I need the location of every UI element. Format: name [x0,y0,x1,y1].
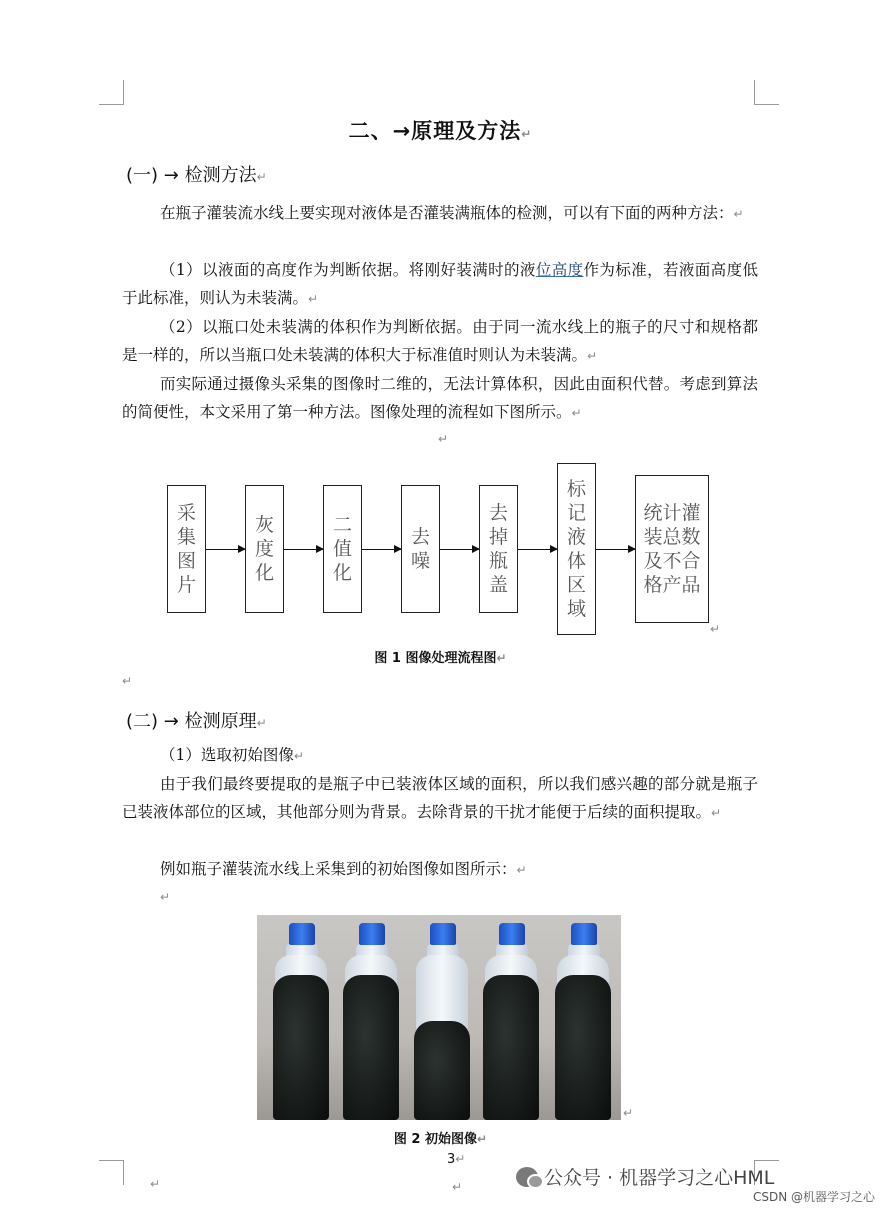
crop-mark-top-right [754,80,779,105]
paragraph-method-2: （2）以瓶口处未装满的体积作为判断依据。由于同一流水线上的瓶子的尺寸和规格都是一样的，所以当瓶口处未装满的体积大于标准值时则认为未装满。↵ [122,318,758,364]
paragraph-mark: ↵ [438,432,449,446]
wechat-icon [516,1167,538,1187]
flow-step-binarize: 二值化 [323,485,362,613]
bottles-photo [257,915,621,1120]
figure-1-caption: 图 1 图像处理流程图↵ [374,651,507,666]
figure-2-caption: 图 2 初始图像↵ [393,1132,488,1147]
underlined-term: 位高度 [535,261,584,279]
paragraph-method-1: （1）以液面的高度作为判断依据。将刚好装满时的液位高度作为标准，若液面高度低于此标准，则认为未装满。↵ [122,261,758,307]
paragraph-example: 例如瓶子灌装流水线上采集到的初始图像如图所示：↵ [160,860,527,878]
flow-step-capture: 采集图片 [167,485,206,613]
flow-arrow [284,549,323,550]
bottle-cap [430,923,456,945]
bottle-liquid [343,975,399,1120]
bottle [271,915,331,1120]
flow-arrow [206,549,245,550]
bottle-liquid [273,975,329,1120]
flow-arrow [362,549,401,550]
paragraph-select-image: （1）选取初始图像↵ [160,746,304,764]
bottle-cap [571,923,597,945]
subsection-heading-methods: (一) → 检测方法↵ [126,165,267,186]
flow-step-grayscale: 灰度化 [245,485,284,613]
section-title: 二、→原理及方法↵ [348,119,533,143]
bottle [341,915,401,1120]
bottle [481,915,541,1120]
paragraph-region-of-interest: 由于我们最终要提取的是瓶子中已装液体区域的面积，所以我们感兴趣的部分就是瓶子已装液体部位的区域，其他部分则为背景。去除背景的干扰才能便于后续的面积提取。↵ [122,775,758,821]
bottle-cap [289,923,315,945]
bottle-liquid [555,975,611,1120]
subsection-heading-principle: (二) → 检测原理↵ [126,711,267,732]
csdn-watermark: CSDN @机器学习之心 [752,1190,875,1204]
bottle [412,915,472,1120]
flow-arrow [518,549,557,550]
bottle-cap [499,923,525,945]
flow-step-mark-liquid: 标记液体区域 [557,463,596,635]
page-number: 3↵ [447,1152,466,1167]
bottle-liquid [414,1021,470,1120]
paragraph-intro: 在瓶子灌装流水线上要实现对液体是否灌装满瓶体的检测，可以有下面的两种方法：↵ [160,204,744,222]
wechat-watermark: 公众号 · 机器学习之心HML [516,1163,774,1190]
bottle [553,915,613,1120]
flow-arrow [440,549,479,550]
bottle-cap [359,923,385,945]
crop-mark-bottom-left [99,1160,124,1185]
bottle-liquid [483,975,539,1120]
flow-step-remove-cap: 去掉瓶盖 [479,485,518,613]
paragraph-method-choice: 而实际通过摄像头采集的图像时二维的，无法计算体积，因此由面积代替。考虑到算法的简便性，本文采用了第一种方法。图像处理的流程如下图所示。↵ [122,375,758,421]
crop-mark-top-left [99,80,124,105]
flow-arrow [596,549,635,550]
flow-step-denoise: 去噪 [401,485,440,613]
flow-step-count: 统计灌装总数及不合格产品 [635,475,709,623]
